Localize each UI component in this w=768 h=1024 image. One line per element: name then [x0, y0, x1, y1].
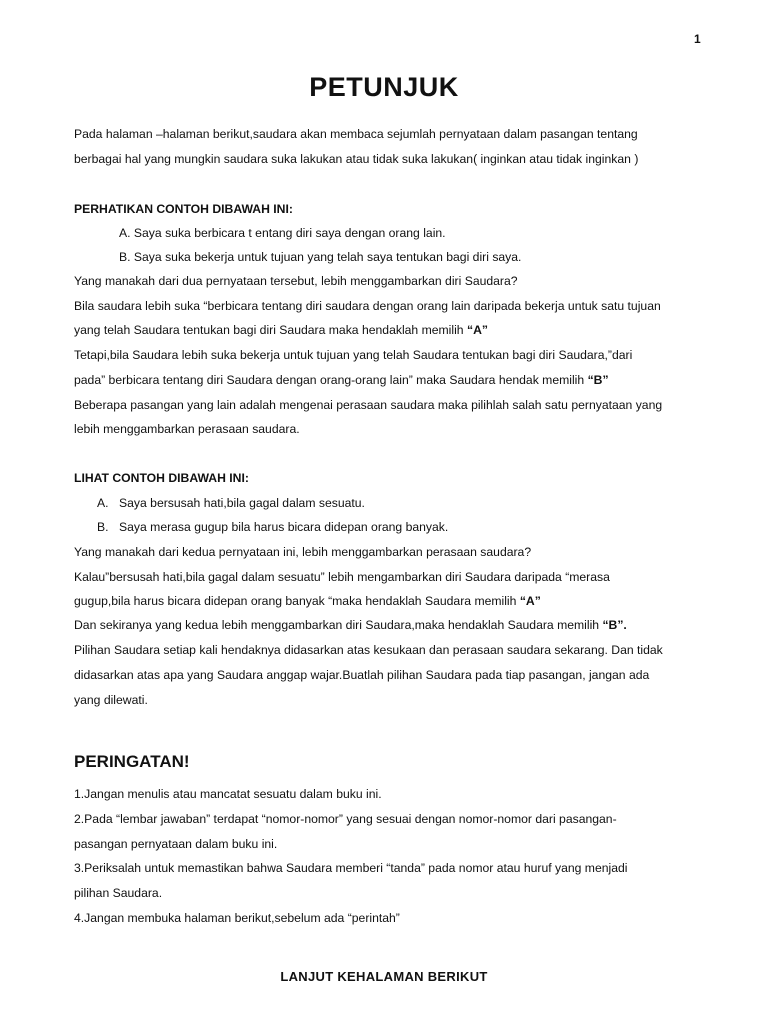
footer-continue: LANJUT KEHALAMAN BERIKUT	[280, 969, 488, 984]
example1-para1-line1: Bila saudara lebih suka “berbicara tentang diri saudara dengan orang lain daripada bekerja untuk satu tujuan	[74, 299, 661, 313]
intro-line-2: berbagai hal yang mungkin saudara suka lakukan atau tidak suka lakukan( inginkan atau tidak inginkan )	[74, 152, 639, 166]
example2-para3-line2: didasarkan atas apa yang Saudara anggap wajar.Buatlah pilihan Saudara pada tiap pasangan, jangan ada	[74, 668, 650, 682]
example1-heading: PERHATIKAN CONTOH DIBAWAH INI:	[74, 202, 293, 216]
warning-item-2-line1: 2.Pada “lembar jawaban” terdapat “nomor-nomor” yang sesuai dengan nomor-nomor dari pasangan-	[74, 812, 617, 826]
example1-item-b: B. Saya suka bekerja untuk tujuan yang telah saya tentukan bagi diri saya.	[119, 250, 522, 264]
example1-item-a: A. Saya suka berbicara t entang diri saya dengan orang lain.	[119, 226, 446, 240]
example2-choice-b: “B”.	[602, 618, 627, 632]
example2-para2-text: Dan sekiranya yang kedua lebih menggambarkan diri Saudara,maka hendaklah Saudara memilih	[74, 618, 603, 632]
example2-para3-line1: Pilihan Saudara setiap kali hendaknya didasarkan atas kesukaan dan perasaan saudara sekarang. Dan tidak	[74, 643, 663, 657]
example2-item-a: Saya bersusah hati,bila gagal dalam sesuatu.	[119, 496, 365, 510]
example2-para2	[74, 618, 627, 632]
warning-item-3-line1: 3.Periksalah untuk memastikan bahwa Saudara memberi “tanda” pada nomor atau huruf yang menjadi	[74, 861, 628, 875]
example1-choice-a: “A”	[466, 323, 488, 337]
warning-heading: PERINGATAN!	[74, 752, 190, 771]
warning-item-2-line2: pasangan pernyataan dalam buku ini.	[74, 837, 278, 851]
example1-para2-line1: Tetapi,bila Saudara lebih suka bekerja untuk tujuan yang telah Saudara tentukan bagi diri Saudara,”dari	[74, 348, 633, 362]
warning-item-1: 1.Jangan menulis atau mancatat sesuatu dalam buku ini.	[74, 787, 382, 801]
example2-para1-line2	[74, 594, 541, 608]
warning-item-4: 4.Jangan membuka halaman berikut,sebelum ada “perintah”	[74, 911, 400, 925]
example2-para1-text: gugup,bila harus bicara didepan orang banyak “maka hendaklah Saudara memilih	[74, 594, 520, 608]
example1-para2-line2	[74, 373, 609, 387]
example1-question: Yang manakah dari dua pernyataan tersebut, lebih menggambarkan diri Saudara?	[74, 274, 518, 288]
example1-para1-text: yang telah Saudara tentukan bagi diri Saudara maka hendaklah memilih	[74, 323, 467, 337]
example2-para1-line1: Kalau”bersusah hati,bila gagal dalam sesuatu” lebih mengambarkan diri Saudara daripada “merasa	[74, 570, 610, 584]
example2-choice-a: “A”	[519, 594, 541, 608]
example2-para3-line3: yang dilewati.	[74, 693, 148, 707]
example1-para2-text: pada” berbicara tentang diri Saudara dengan orang-orang lain” maka Saudara hendak memilih	[74, 373, 588, 387]
example1-para3-line1: Beberapa pasangan yang lain adalah mengenai perasaan saudara maka pilihlah salah satu pernyataan yang	[74, 398, 663, 412]
page-title: PETUNJUK	[309, 72, 459, 102]
example2-heading: LIHAT CONTOH DIBAWAH INI:	[74, 471, 249, 485]
example2-question: Yang manakah dari kedua pernyataan ini, lebih menggambarkan perasaan saudara?	[74, 545, 532, 559]
example1-para1-line2	[74, 323, 488, 337]
intro-line-1: Pada halaman –halaman berikut,saudara akan membaca sejumlah pernyataan dalam pasangan tentang	[74, 127, 638, 141]
example2-marker-a: A.	[97, 496, 109, 510]
page-number: 1	[694, 32, 701, 46]
example2-marker-b: B.	[97, 520, 109, 534]
example2-item-b: Saya merasa gugup bila harus bicara didepan orang banyak.	[119, 520, 449, 534]
example1-para3-line2: lebih menggambarkan perasaan saudara.	[74, 422, 300, 436]
warning-item-3-line2: pilihan Saudara.	[74, 886, 163, 900]
example1-choice-b: “B”	[587, 373, 609, 387]
